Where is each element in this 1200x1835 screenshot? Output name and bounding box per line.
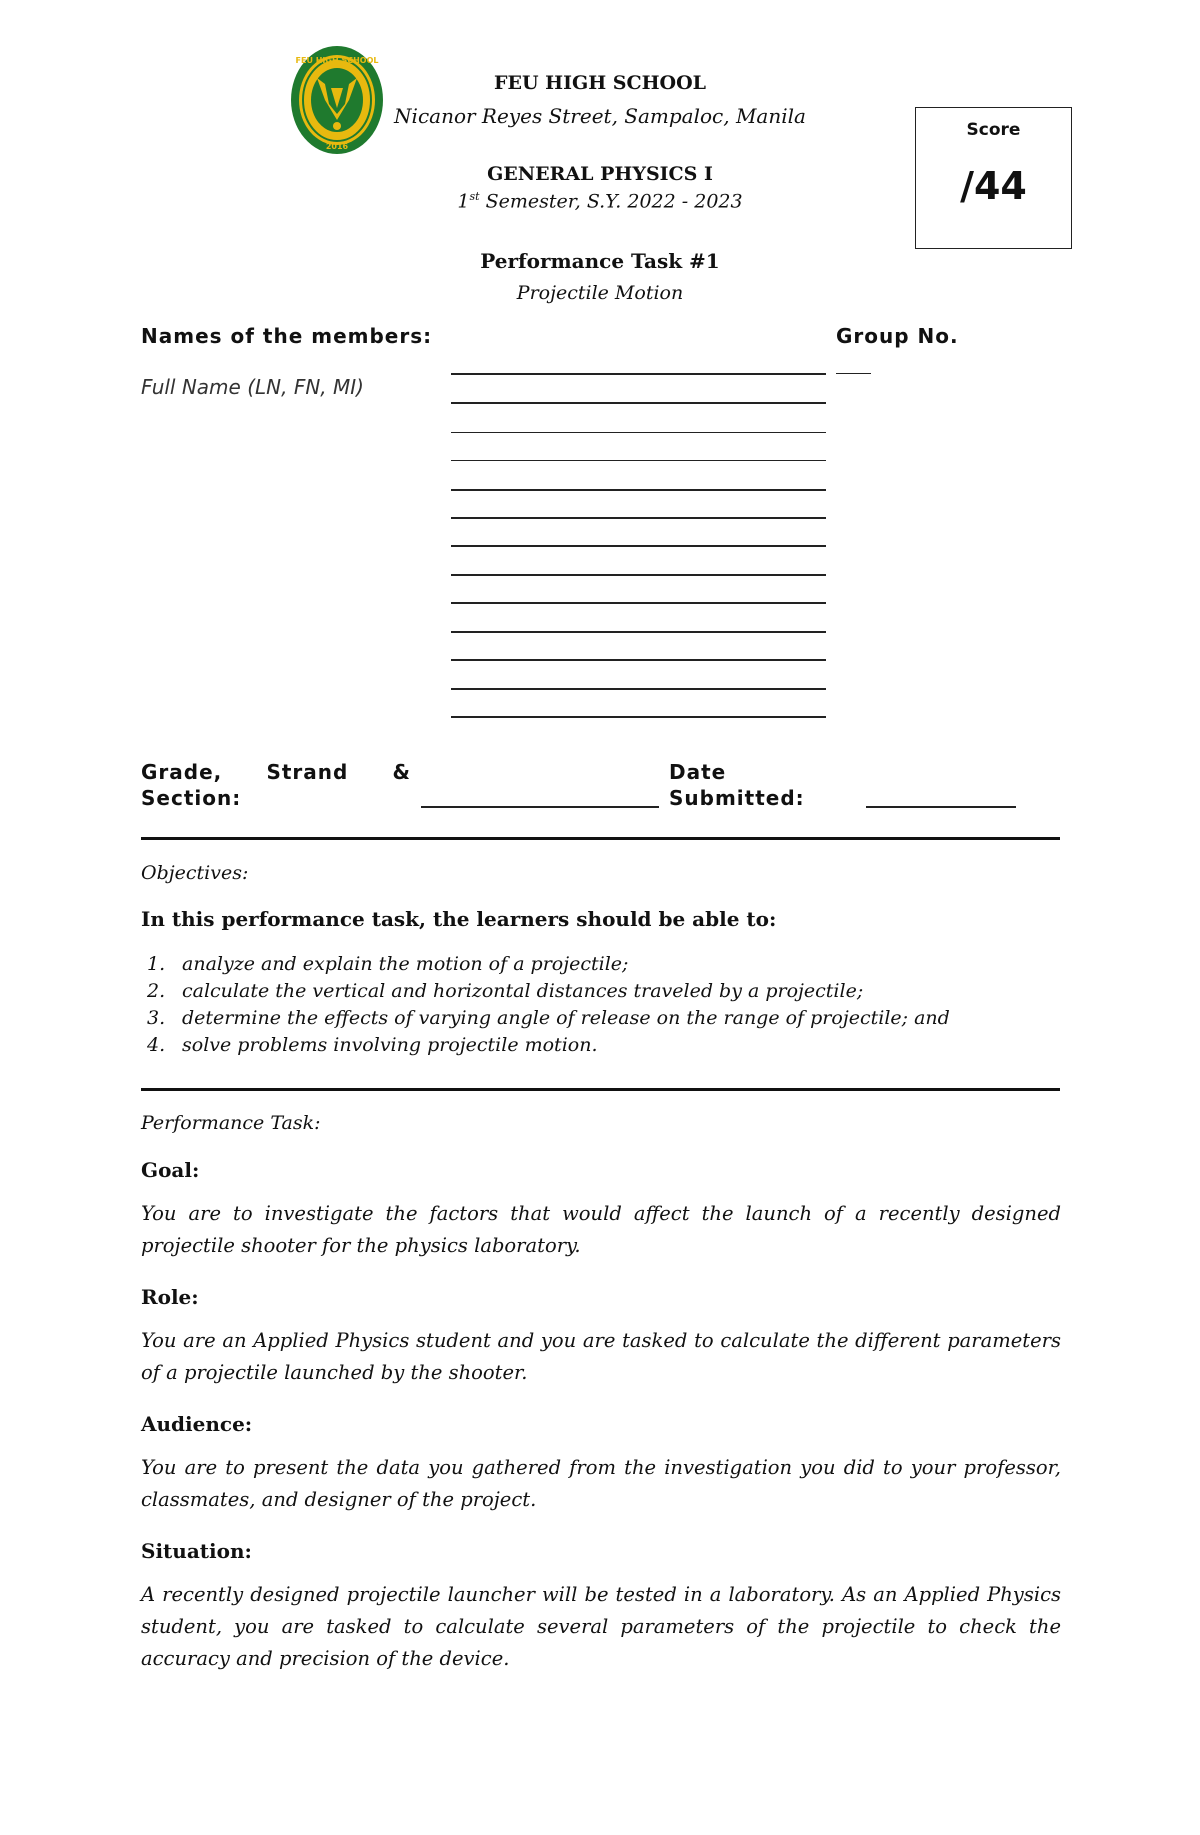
- objectives-heading: Objectives:: [141, 862, 249, 884]
- member-name-line[interactable]: [451, 574, 826, 576]
- item-number: 3.: [147, 1007, 166, 1029]
- score-label: Score: [966, 120, 1021, 140]
- score-box: [915, 107, 1072, 249]
- task-subtitle: Projectile Motion: [516, 282, 684, 304]
- item-text: solve problems involving projectile motion.: [182, 1034, 598, 1056]
- school-address: Nicanor Reyes Street, Sampaloc, Manila: [394, 104, 806, 128]
- member-name-line[interactable]: [451, 659, 826, 661]
- goal-label: Goal:: [141, 1158, 200, 1182]
- list-item: [141, 1032, 950, 1059]
- semester-suffix: st: [469, 190, 480, 203]
- member-name-line[interactable]: [451, 402, 826, 404]
- list-item: [141, 1005, 950, 1032]
- semester-rest: Semester, S.Y. 2022 - 2023: [479, 190, 743, 213]
- date-submitted-label: [669, 759, 805, 811]
- strand-word: Strand: [266, 760, 349, 784]
- members-label: Names of the members:: [141, 324, 433, 348]
- member-name-line[interactable]: [451, 432, 826, 433]
- logo-year: 2016: [325, 142, 349, 151]
- semester-line: [350, 190, 850, 212]
- submitted-word: Submitted:: [669, 786, 805, 810]
- divider: [141, 837, 1060, 840]
- grade-section-label: [141, 759, 411, 811]
- semester-ordinal: 1: [457, 190, 470, 213]
- objectives-list: [141, 951, 950, 1059]
- situation-label: Situation:: [141, 1539, 252, 1563]
- ampersand-word: &: [392, 760, 411, 784]
- score-value: /44: [960, 164, 1027, 208]
- performance-task-heading: Performance Task:: [141, 1112, 321, 1134]
- member-name-line[interactable]: [451, 545, 826, 547]
- member-name-line[interactable]: [451, 373, 826, 375]
- member-name-line[interactable]: [451, 460, 826, 461]
- member-name-line[interactable]: [451, 631, 826, 633]
- date-word: Date: [669, 760, 727, 784]
- item-number: 1.: [147, 953, 166, 975]
- logo-top-text: FEU HIGH SCHOOL: [295, 56, 379, 65]
- goal-text: You are to investigate the factors that would affect the launch of a recently designed projectile shooter for the physics laboratory.: [141, 1202, 1061, 1257]
- school-logo: [289, 44, 385, 156]
- grade-section-field[interactable]: [421, 806, 659, 808]
- school-name: FEU HIGH SCHOOL: [493, 72, 707, 94]
- item-number: 2.: [147, 980, 166, 1002]
- role-text: You are an Applied Physics student and you are tasked to calculate the different parameters of a projectile launched by the shooter.: [141, 1329, 1061, 1384]
- divider: [141, 1088, 1060, 1091]
- section-word: Section:: [141, 786, 242, 810]
- list-item: [141, 978, 950, 1005]
- item-text: determine the effects of varying angle of release on the range of projectile; and: [182, 1007, 950, 1029]
- member-name-line[interactable]: [451, 489, 826, 491]
- date-submitted-field[interactable]: [866, 806, 1016, 808]
- audience-text: You are to present the data you gathered from the investigation you did to your professor, classmates, and designer of the project.: [141, 1456, 1061, 1511]
- fullname-hint: Full Name (LN, FN, MI): [141, 375, 364, 399]
- task-title: Performance Task #1: [480, 249, 720, 273]
- member-name-line[interactable]: [451, 602, 826, 604]
- grade-word: Grade,: [141, 760, 223, 784]
- item-text: calculate the vertical and horizontal distances traveled by a projectile;: [182, 980, 864, 1002]
- member-name-line[interactable]: [451, 688, 826, 690]
- course-title: GENERAL PHYSICS I: [487, 163, 713, 185]
- situation-text: A recently designed projectile launcher will be tested in a laboratory. As an Applied Physics student, you are tasked to calculate several parameters of the projectile to check the accuracy and precision of the device.: [141, 1583, 1061, 1670]
- item-number: 4.: [147, 1034, 166, 1056]
- member-name-line[interactable]: [451, 716, 826, 718]
- audience-label: Audience:: [141, 1412, 253, 1436]
- group-label: Group No.: [836, 324, 959, 348]
- objectives-intro: In this performance task, the learners should be able to:: [141, 907, 777, 931]
- role-label: Role:: [141, 1285, 199, 1309]
- group-number-field[interactable]: [836, 373, 871, 374]
- list-item: [141, 951, 950, 978]
- item-text: analyze and explain the motion of a projectile;: [182, 953, 629, 975]
- member-name-line[interactable]: [451, 517, 826, 519]
